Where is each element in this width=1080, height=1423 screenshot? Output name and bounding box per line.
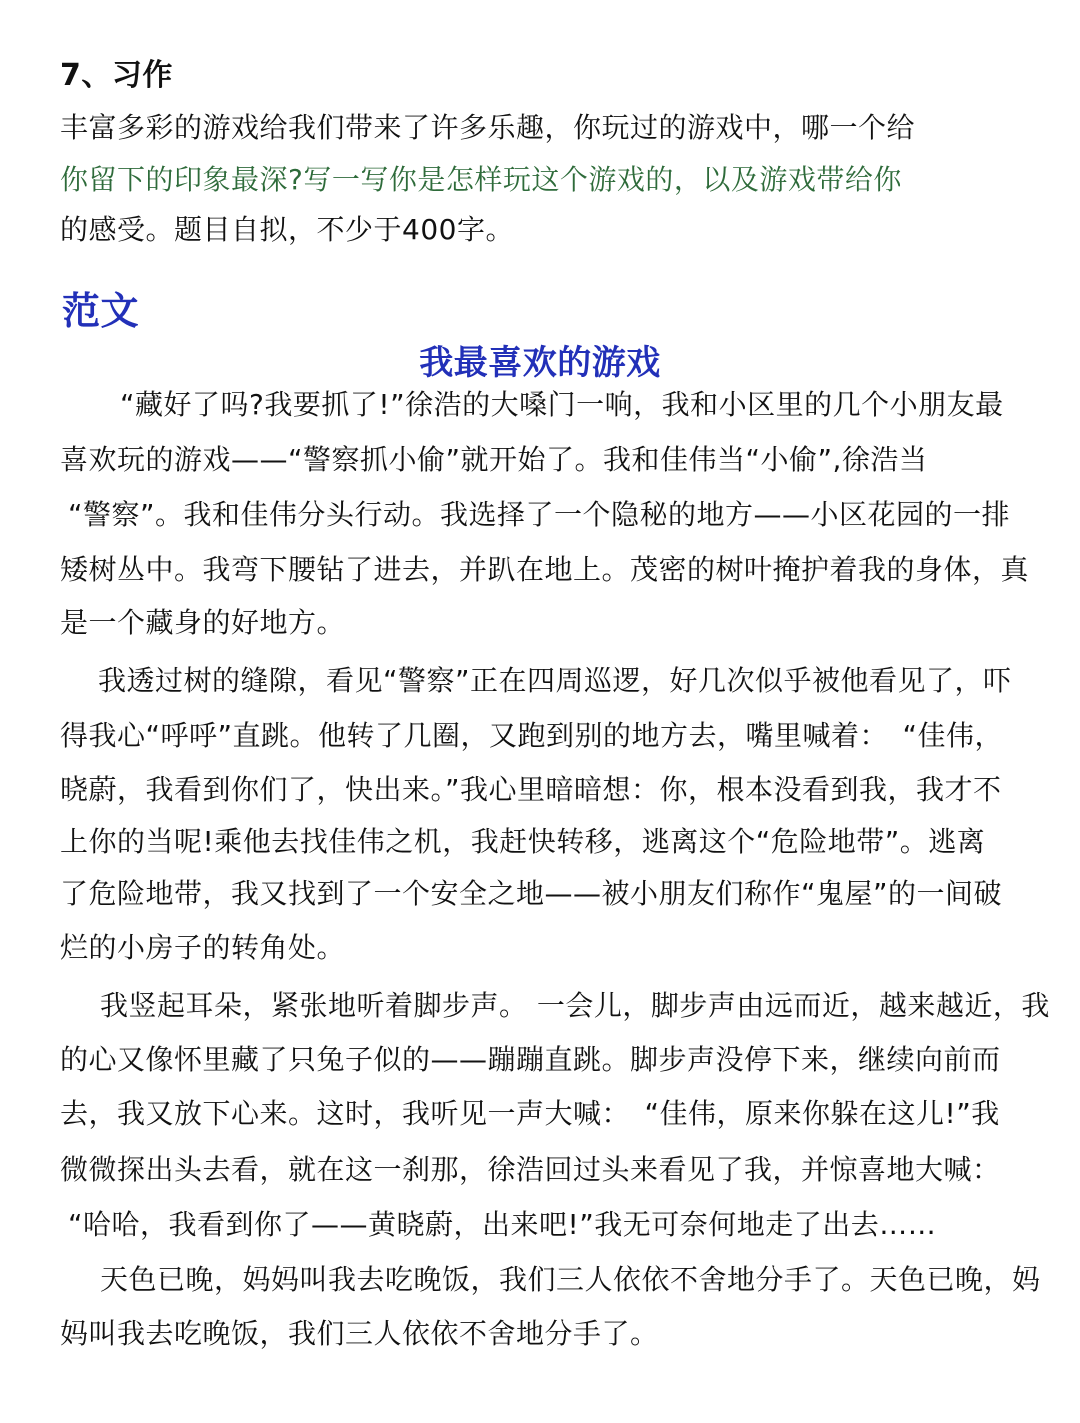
essay-line: 微微探出头去看，就在这一刹那，徐浩回过头来看见了我，并惊喜地大喊： — [60, 1153, 1001, 1186]
essay-line: “警察”。我和佳伟分头行动。我选择了一个隐秘的地方——小区花园的一排 — [68, 498, 1011, 531]
essay-line: 上你的当呢!乘他去找佳伟之机，我赶快转移，逃离这个“危险地带”。逃离 — [60, 825, 986, 858]
section-label-fanwen: 范文 — [62, 289, 140, 333]
essay-line: 矮树丛中。我弯下腰钻了进去，并趴在地上。茂密的树叶掩护着我的身体，真 — [60, 553, 1030, 586]
exercise-line-2: 你留下的印象最深?写一写你是怎样玩这个游戏的，以及游戏带给你 — [60, 163, 902, 196]
essay-line: 我透过树的缝隙，看见“警察”正在四周巡逻，好几次似乎被他看见了，吓 — [98, 664, 1012, 697]
essay-line: 喜欢玩的游戏——“警察抓小偷”就开始了。我和佳伟当“小偷”,徐浩当 — [60, 443, 928, 476]
exercise-line-3: 的感受。题目自拟，不少于400字。 — [60, 213, 514, 246]
essay-line: 妈叫我去吃晚饭，我们三人依依不舍地分手了。 — [60, 1317, 659, 1350]
essay-line: 烂的小房子的转角处。 — [60, 931, 346, 964]
essay-line: “藏好了吗?我要抓了!”徐浩的大嗓门一响，我和小区里的几个小朋友最 — [120, 388, 1004, 421]
essay-title: 我最喜欢的游戏 — [419, 343, 661, 383]
exercise-line-1: 丰富多彩的游戏给我们带来了许多乐趣，你玩过的游戏中，哪一个给 — [60, 111, 916, 144]
essay-line: 天色已晚，妈妈叫我去吃晚饭，我们三人依依不舍地分手了。天色已晚，妈 — [100, 1263, 1041, 1296]
exercise-heading: 7、习作 — [60, 58, 173, 93]
essay-line: 了危险地带，我又找到了一个安全之地——被小朋友们称作“鬼屋”的一间破 — [60, 877, 1003, 910]
essay-line: 得我心“呼呼”直跳。他转了几圈，又跑到别的地方去，嘴里喊着： “佳伟， — [60, 719, 1004, 752]
essay-line: 的心又像怀里藏了只兔子似的——蹦蹦直跳。脚步声没停下来，继续向前而 — [60, 1043, 1001, 1076]
essay-line: 晓蔚，我看到你们了，快出来。”我心里暗暗想：你，根本没看到我，我才不 — [60, 773, 1002, 806]
essay-line: 我竖起耳朵，紧张地听着脚步声。 一会儿，脚步声由远而近，越来越近，我 — [100, 989, 1050, 1022]
essay-line: “哈哈，我看到你了——黄晓蔚，出来吧!”我无可奈何地走了出去…… — [68, 1208, 937, 1241]
essay-line: 是一个藏身的好地方。 — [60, 606, 346, 639]
essay-line: 去，我又放下心来。这时，我听见一声大喊： “佳伟，原来你躲在这儿!”我 — [60, 1097, 1000, 1130]
